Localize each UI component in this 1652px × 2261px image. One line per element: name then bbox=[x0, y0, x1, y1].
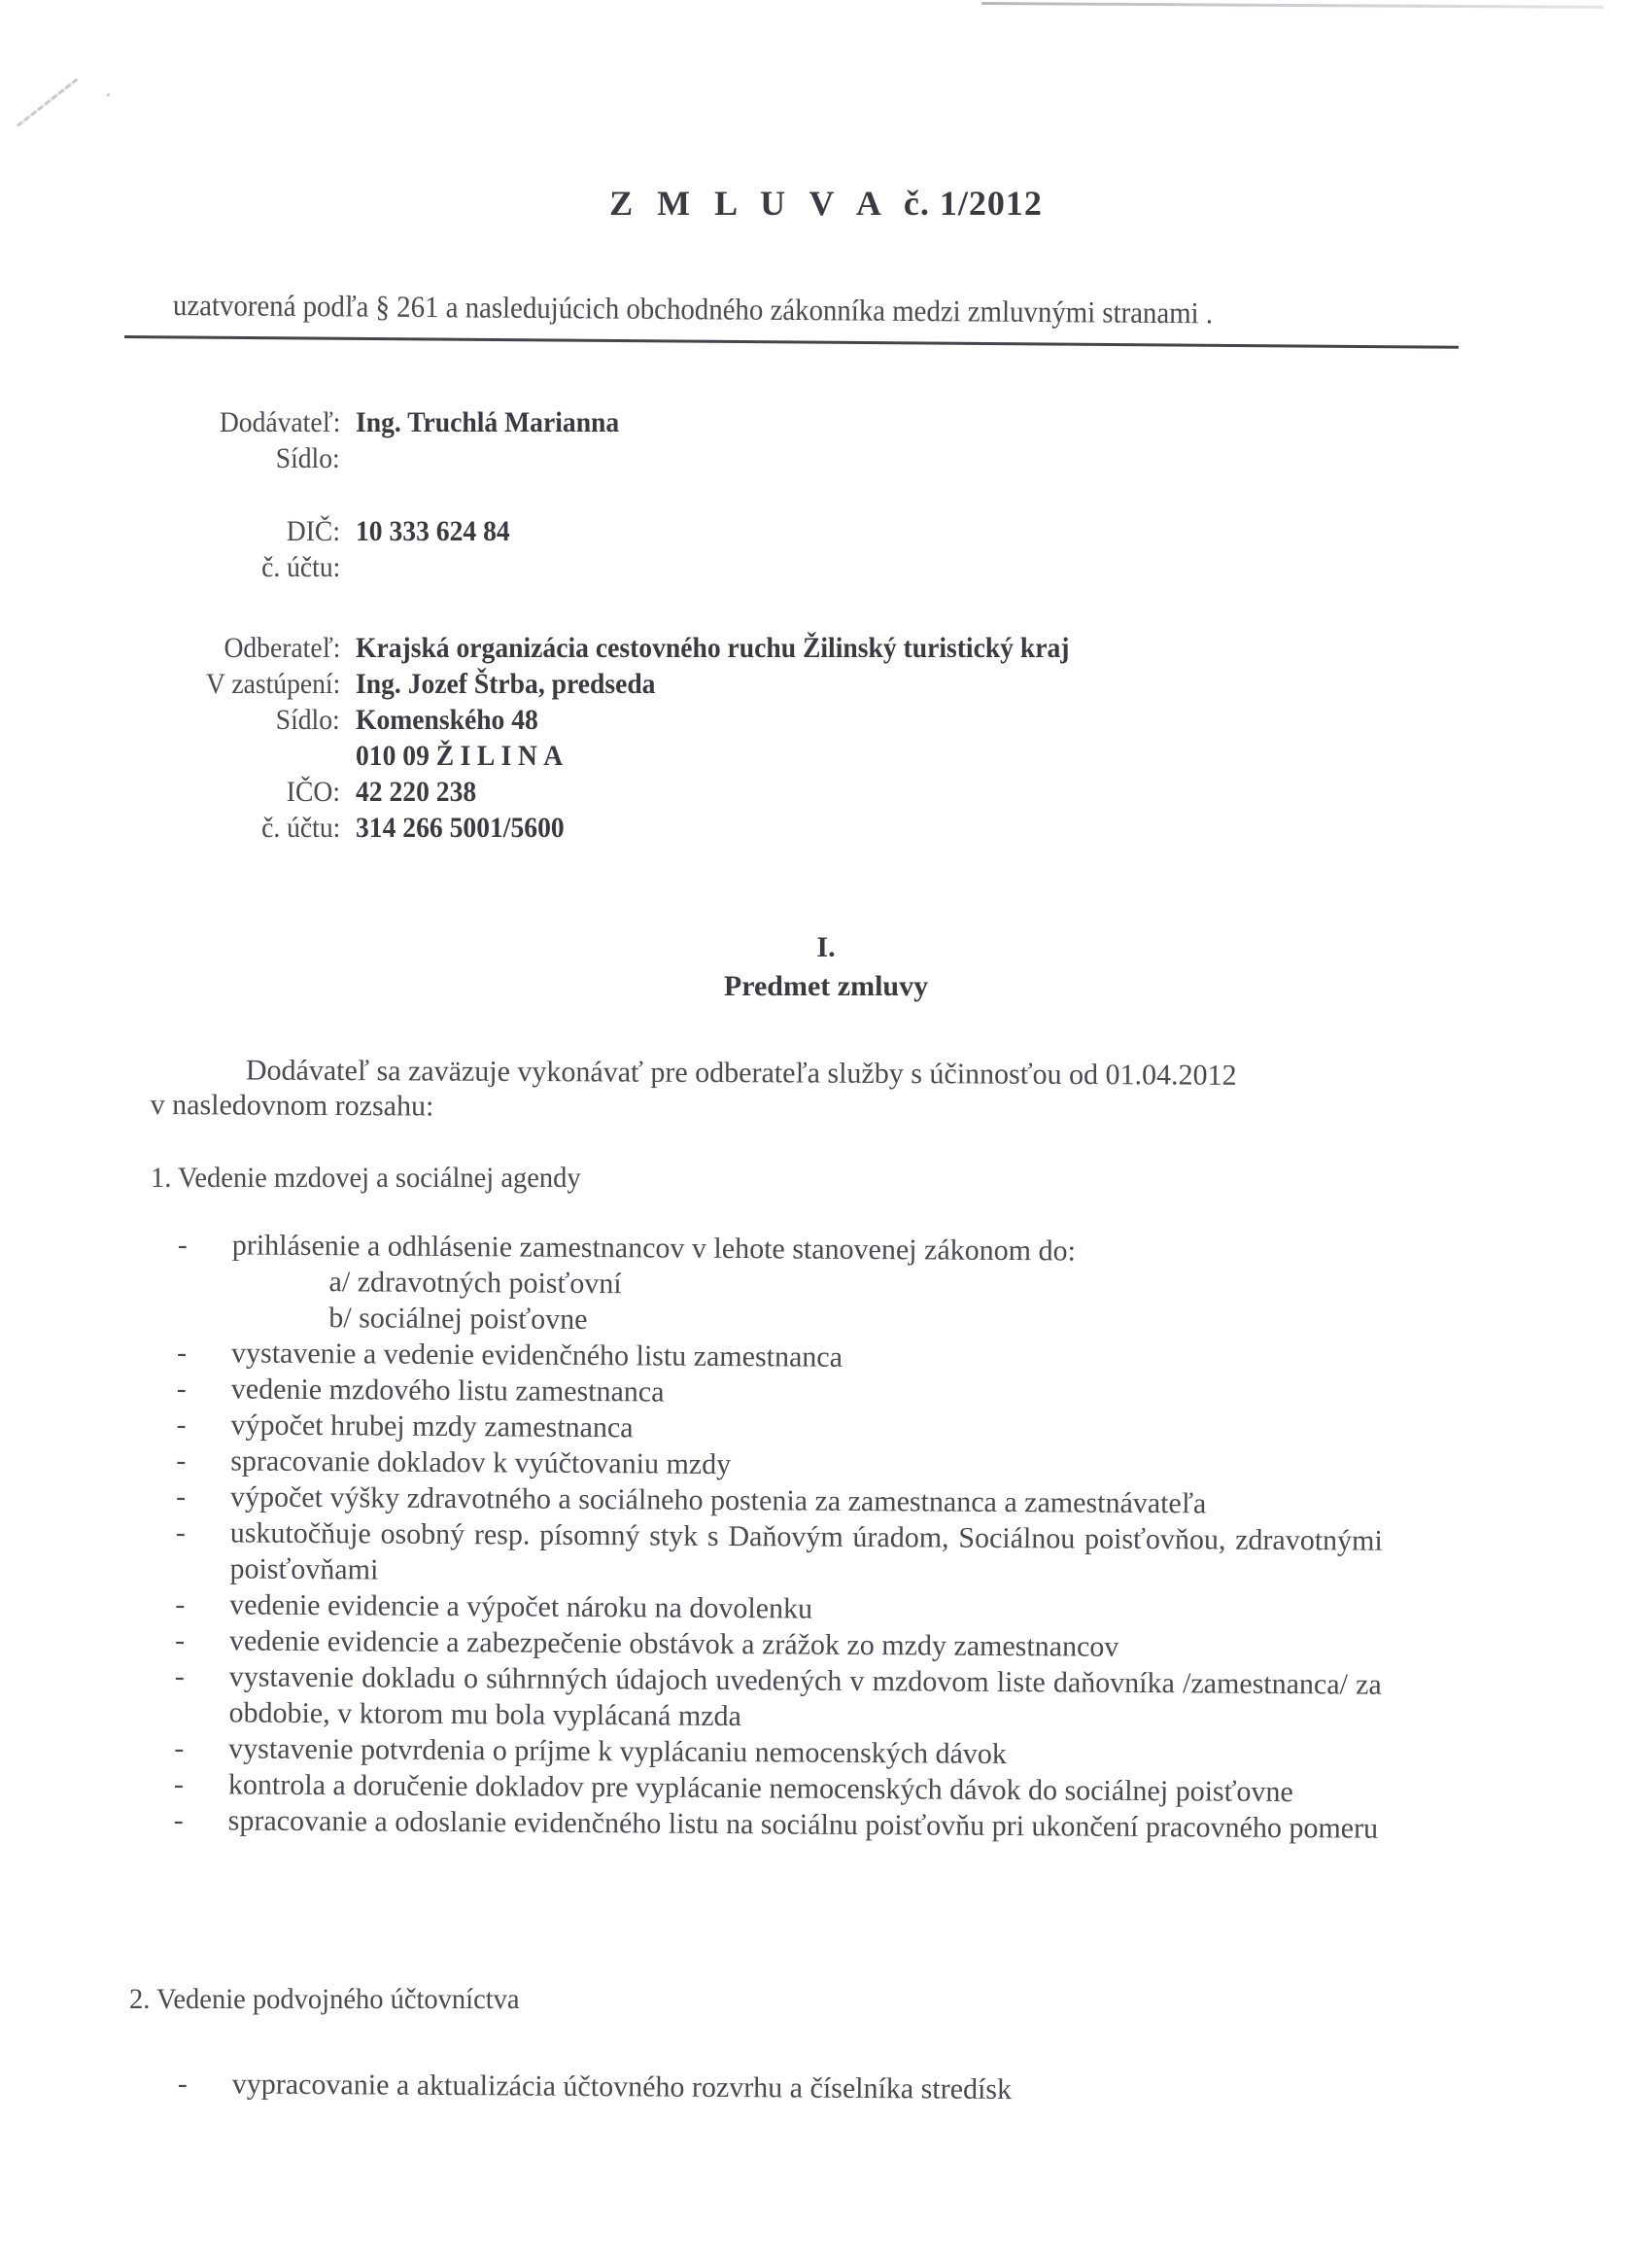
scan-artifact-left-mark bbox=[17, 78, 78, 126]
list-item bbox=[166, 1802, 1381, 1847]
customer-row bbox=[0, 704, 1652, 740]
item2-list bbox=[170, 2066, 1385, 2110]
bullet-dash: - bbox=[174, 1624, 186, 1657]
customer-row bbox=[0, 668, 1652, 704]
customer-row bbox=[0, 740, 1652, 776]
field-label: Sídlo: bbox=[276, 704, 340, 736]
list-item-text: prihlásenie a odhlásenie zamestnancov v lehote stanovenej zákonom do: bbox=[231, 1229, 1077, 1268]
field-value: Krajská organizácia cestovného ruchu Žilinský turistický kraj bbox=[356, 632, 1070, 664]
bullet-dash: - bbox=[176, 1337, 188, 1370]
item1-list bbox=[166, 1227, 1385, 1847]
bullet-dash: - bbox=[176, 1409, 187, 1442]
sub-item: b/ sociálnej poisťovne bbox=[328, 1302, 588, 1336]
field-label: č. účtu: bbox=[260, 551, 340, 583]
customer-row bbox=[0, 632, 1652, 668]
list-item-text: uskutočňuje osobný resp. písomný styk s Daňovým úradom, Sociálnou poisťovňou, zdravotnými poisťovňami bbox=[229, 1516, 1383, 1586]
bullet-dash: - bbox=[177, 2068, 188, 2101]
list-item-text: spracovanie a odoslanie evidenčného listu na sociálnu poisťovňu pri ukončení pracovného pomeru bbox=[227, 1804, 1379, 1845]
bullet-dash: - bbox=[174, 1660, 185, 1693]
field-label: Odberateľ: bbox=[223, 632, 340, 664]
bullet-dash: - bbox=[177, 1229, 188, 1262]
intro-line: Dodávateľ sa zaväzuje vykonávať pre odberateľa služby s účinnosťou od 01.04.2012 bbox=[245, 1054, 1237, 1092]
supplier-row bbox=[0, 442, 1652, 478]
field-label: IČO: bbox=[286, 776, 340, 808]
field-value: 10 333 624 84 bbox=[356, 515, 510, 547]
scan-artifact-dot bbox=[107, 93, 110, 96]
title-number: č. 1/2012 bbox=[903, 184, 1043, 223]
section-number: I. bbox=[816, 931, 836, 963]
field-value: Ing. Jozef Štrba, predseda bbox=[356, 668, 656, 700]
field-value bbox=[356, 740, 569, 773]
bullet-dash: - bbox=[174, 1732, 185, 1765]
document-subtitle: uzatvorená podľa § 261 a nasledujúcich obchodného zákonníka medzi zmluvnými stranami . bbox=[172, 288, 1214, 330]
bullet-dash: - bbox=[175, 1588, 186, 1621]
subtitle-underline bbox=[124, 335, 1459, 349]
list-item-text: výpočet hrubej mzdy zamestnanca bbox=[230, 1409, 634, 1444]
supplier-row bbox=[0, 551, 1652, 587]
bullet-dash: - bbox=[176, 1373, 187, 1406]
item-heading: 2. Vedenie podvojného účtovníctva bbox=[129, 1983, 520, 2015]
postal-code: 010 09 bbox=[356, 740, 430, 772]
field-value: 314 266 5001/5600 bbox=[356, 812, 565, 844]
title-word: Z M L U V A bbox=[609, 184, 887, 223]
list-item-text: vystavenie a vedenie evidenčného listu zamestnanca bbox=[230, 1337, 843, 1374]
customer-row bbox=[0, 776, 1652, 812]
field-label: Sídlo: bbox=[276, 442, 340, 474]
list-item-text: vedenie evidencie a zabezpečenie obstávok a zrážok zo mzdy zamestnancov bbox=[228, 1624, 1119, 1663]
section-intro bbox=[151, 1053, 1404, 1130]
customer-row bbox=[0, 812, 1652, 848]
item-heading: 1. Vedenie mzdovej a sociálnej agendy bbox=[151, 1162, 581, 1194]
list-item-text: kontrola a doručenie dokladov pre vyplácanie nemocenských dávok do sociálnej poisťovne bbox=[227, 1768, 1293, 1809]
field-value: 42 220 238 bbox=[356, 776, 477, 808]
scan-artifact-top-line bbox=[981, 2, 1603, 9]
list-item-text: vedenie mzdového listu zamestnanca bbox=[230, 1373, 665, 1409]
list-item-text: spracovanie dokladov k vyúčtovaniu mzdy bbox=[230, 1444, 732, 1481]
list-item-text: vystavenie potvrdenia o príjme k vyplácaniu nemocenských dávok bbox=[228, 1732, 1007, 1771]
customer-block bbox=[0, 632, 1652, 848]
field-label: DIČ: bbox=[286, 515, 340, 547]
field-label: V zastúpení: bbox=[205, 668, 340, 700]
field-label: č. účtu: bbox=[260, 812, 340, 844]
supplier-row bbox=[0, 515, 1652, 551]
bullet-dash: - bbox=[175, 1516, 186, 1549]
list-item-text: výpočet výšky zdravotného a sociálneho postenia za zamestnanca a zamestnávateľa bbox=[229, 1480, 1207, 1520]
list-item bbox=[166, 1658, 1381, 1739]
list-item bbox=[170, 2066, 1385, 2110]
list-item bbox=[167, 1514, 1382, 1595]
bullet-dash: - bbox=[173, 1804, 184, 1837]
list-item-text: vypracovanie a aktualizácia účtovného rozvrhu a číselníka stredísk bbox=[231, 2068, 1013, 2106]
intro-line: v nasledovnom rozsahu: bbox=[150, 1088, 434, 1123]
bullet-dash: - bbox=[176, 1444, 187, 1478]
list-item-text: vystavenie dokladu o súhrnných údajoch uvedených v mzdovom liste daňovníka /zamestnanca/ za obdobie, v ktorom mu bola vyplácaná mzda bbox=[228, 1660, 1382, 1733]
field-value: Ing. Truchlá Marianna bbox=[356, 406, 620, 438]
list-item-text: vedenie evidencie a výpočet nároku na dovolenku bbox=[229, 1588, 813, 1625]
field-value: Komenského 48 bbox=[356, 704, 538, 736]
section-title: Predmet zmluvy bbox=[723, 970, 929, 1002]
document-title bbox=[0, 183, 1652, 224]
bullet-dash: - bbox=[175, 1480, 187, 1513]
bullet-dash: - bbox=[173, 1768, 185, 1801]
supplier-row bbox=[0, 406, 1652, 442]
field-label: Dodávateľ: bbox=[219, 406, 340, 438]
sub-item: a/ zdravotných poisťovní bbox=[328, 1266, 622, 1301]
city: ŽILINA bbox=[435, 740, 569, 772]
supplier-block bbox=[0, 406, 1652, 587]
